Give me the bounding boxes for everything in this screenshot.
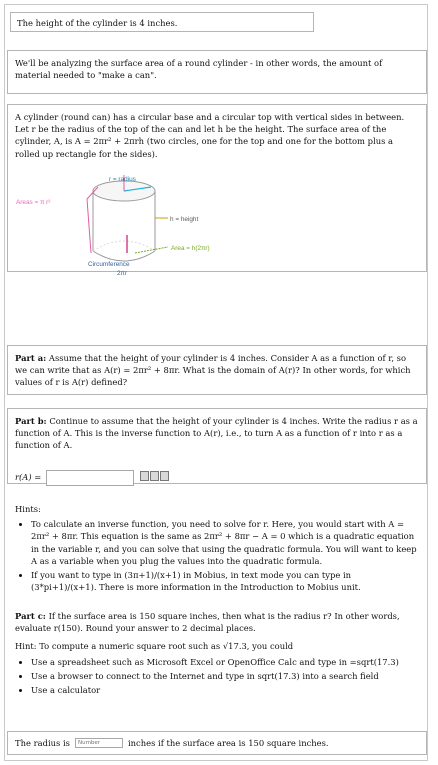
part-c-box: [7, 603, 427, 723]
part-c-answer-suffix: inches if the surface area is 150 square inches.: [127, 738, 329, 748]
height-label: h = height: [170, 216, 199, 223]
part-b-answer-label: r(A) =: [15, 472, 42, 483]
part-a-title: Part a:: [15, 353, 47, 363]
circumference-formula: 2πr: [117, 270, 128, 277]
part-c-answer-row: [15, 737, 419, 749]
areas-label: Areas = π r²: [16, 199, 51, 206]
intro-text: We'll be analyzing the surface area of a round cylinder - in other words, the amount of material needed to "make a can".: [15, 58, 383, 81]
top-info-box: [10, 12, 314, 32]
radius-number-input[interactable]: [75, 738, 123, 748]
hints-box: [7, 496, 427, 596]
part-c-hint-item: • Use a browser to connect to the Internet and type in sqrt(17.3) into a search field: [31, 670, 419, 682]
part-b-answer-input[interactable]: [46, 470, 134, 486]
top-info-text: The height of the cylinder is 4 inches.: [17, 18, 178, 28]
side-area-label: Area = h(2πr): [171, 245, 210, 252]
part-c-hint-title: Hint: To compute a numeric square root such as √17.3, you could: [15, 641, 294, 652]
part-c-hint-list: [15, 656, 419, 697]
hints-title: Hints:: [15, 504, 41, 514]
part-c-body: If the surface area is 150 square inches, then what is the radius r? In other words, evaluate r(150). Round your answer to 2 decimal places.: [15, 611, 400, 634]
part-b-box: [7, 408, 427, 484]
math-tools[interactable]: [139, 471, 169, 484]
part-b-body: Continue to assume that the height of your cylinder is 4 inches. Write the radius r as a function of A. This is the inverse function to A(r), i.e., to turn A as a function of r into r as a function of A.: [15, 416, 418, 451]
part-b-answer-row: [15, 470, 419, 486]
part-a-body: Assume that the height of your cylinder is 4 inches. Consider A as a function of r, so we can write that as A(r) = 2πr² + 8πr. What is the domain of A(r)? In other words, for which values of r is A(r) defined?: [15, 353, 411, 388]
part-c-hint-item: • Use a calculator: [31, 684, 419, 696]
cylinder-diagram: [16, 173, 236, 278]
intro-box: [7, 50, 427, 94]
part-b-title: Part b:: [15, 416, 47, 426]
part-c-hint-item: • Use a spreadsheet such as Microsoft Excel or OpenOffice Calc and type in =sqrt(17.3): [31, 656, 419, 668]
final-answer-box: [7, 731, 427, 755]
part-c-answer-prefix: The radius is: [15, 738, 70, 748]
hint-item: • To calculate an inverse function, you need to solve for r. Here, you would start with A = 2πr² + 8πr. This equation is the same as 2πr² + 8πr − A = 0 which is a quadratic equation in the variable r, and you can solve that using the quadratic formula. You will want to keep A as a variable when you plug the values into the quadratic formula.: [31, 518, 419, 567]
part-c-title: Part c:: [15, 611, 46, 621]
circumference-label: Circumference: [88, 261, 130, 268]
hint-item: • If you want to type in (3π+1)/(x+1) in Mobius, in text mode you can type in (3*pi+1)/(x+1). There is more information in the Introduction to Mobius unit.: [31, 569, 419, 593]
hints-list: [15, 518, 419, 593]
part-c-text: [15, 610, 419, 634]
radius-label: r = radius: [109, 176, 136, 183]
part-a-text: [15, 352, 419, 389]
part-b-text: [15, 415, 419, 452]
description-text: A cylinder (round can) has a circular base and a circular top with vertical sides in between. Let r be the radius of the top of the can and let h be the height. The surface area of the cylinder, A, is A = 2πr² + 2πrh (two circles, one for the top and one for the bottom plus a rolled up rectangle for the sides).: [15, 112, 405, 159]
description-box: [7, 104, 427, 277]
part-a-box: [7, 345, 427, 395]
